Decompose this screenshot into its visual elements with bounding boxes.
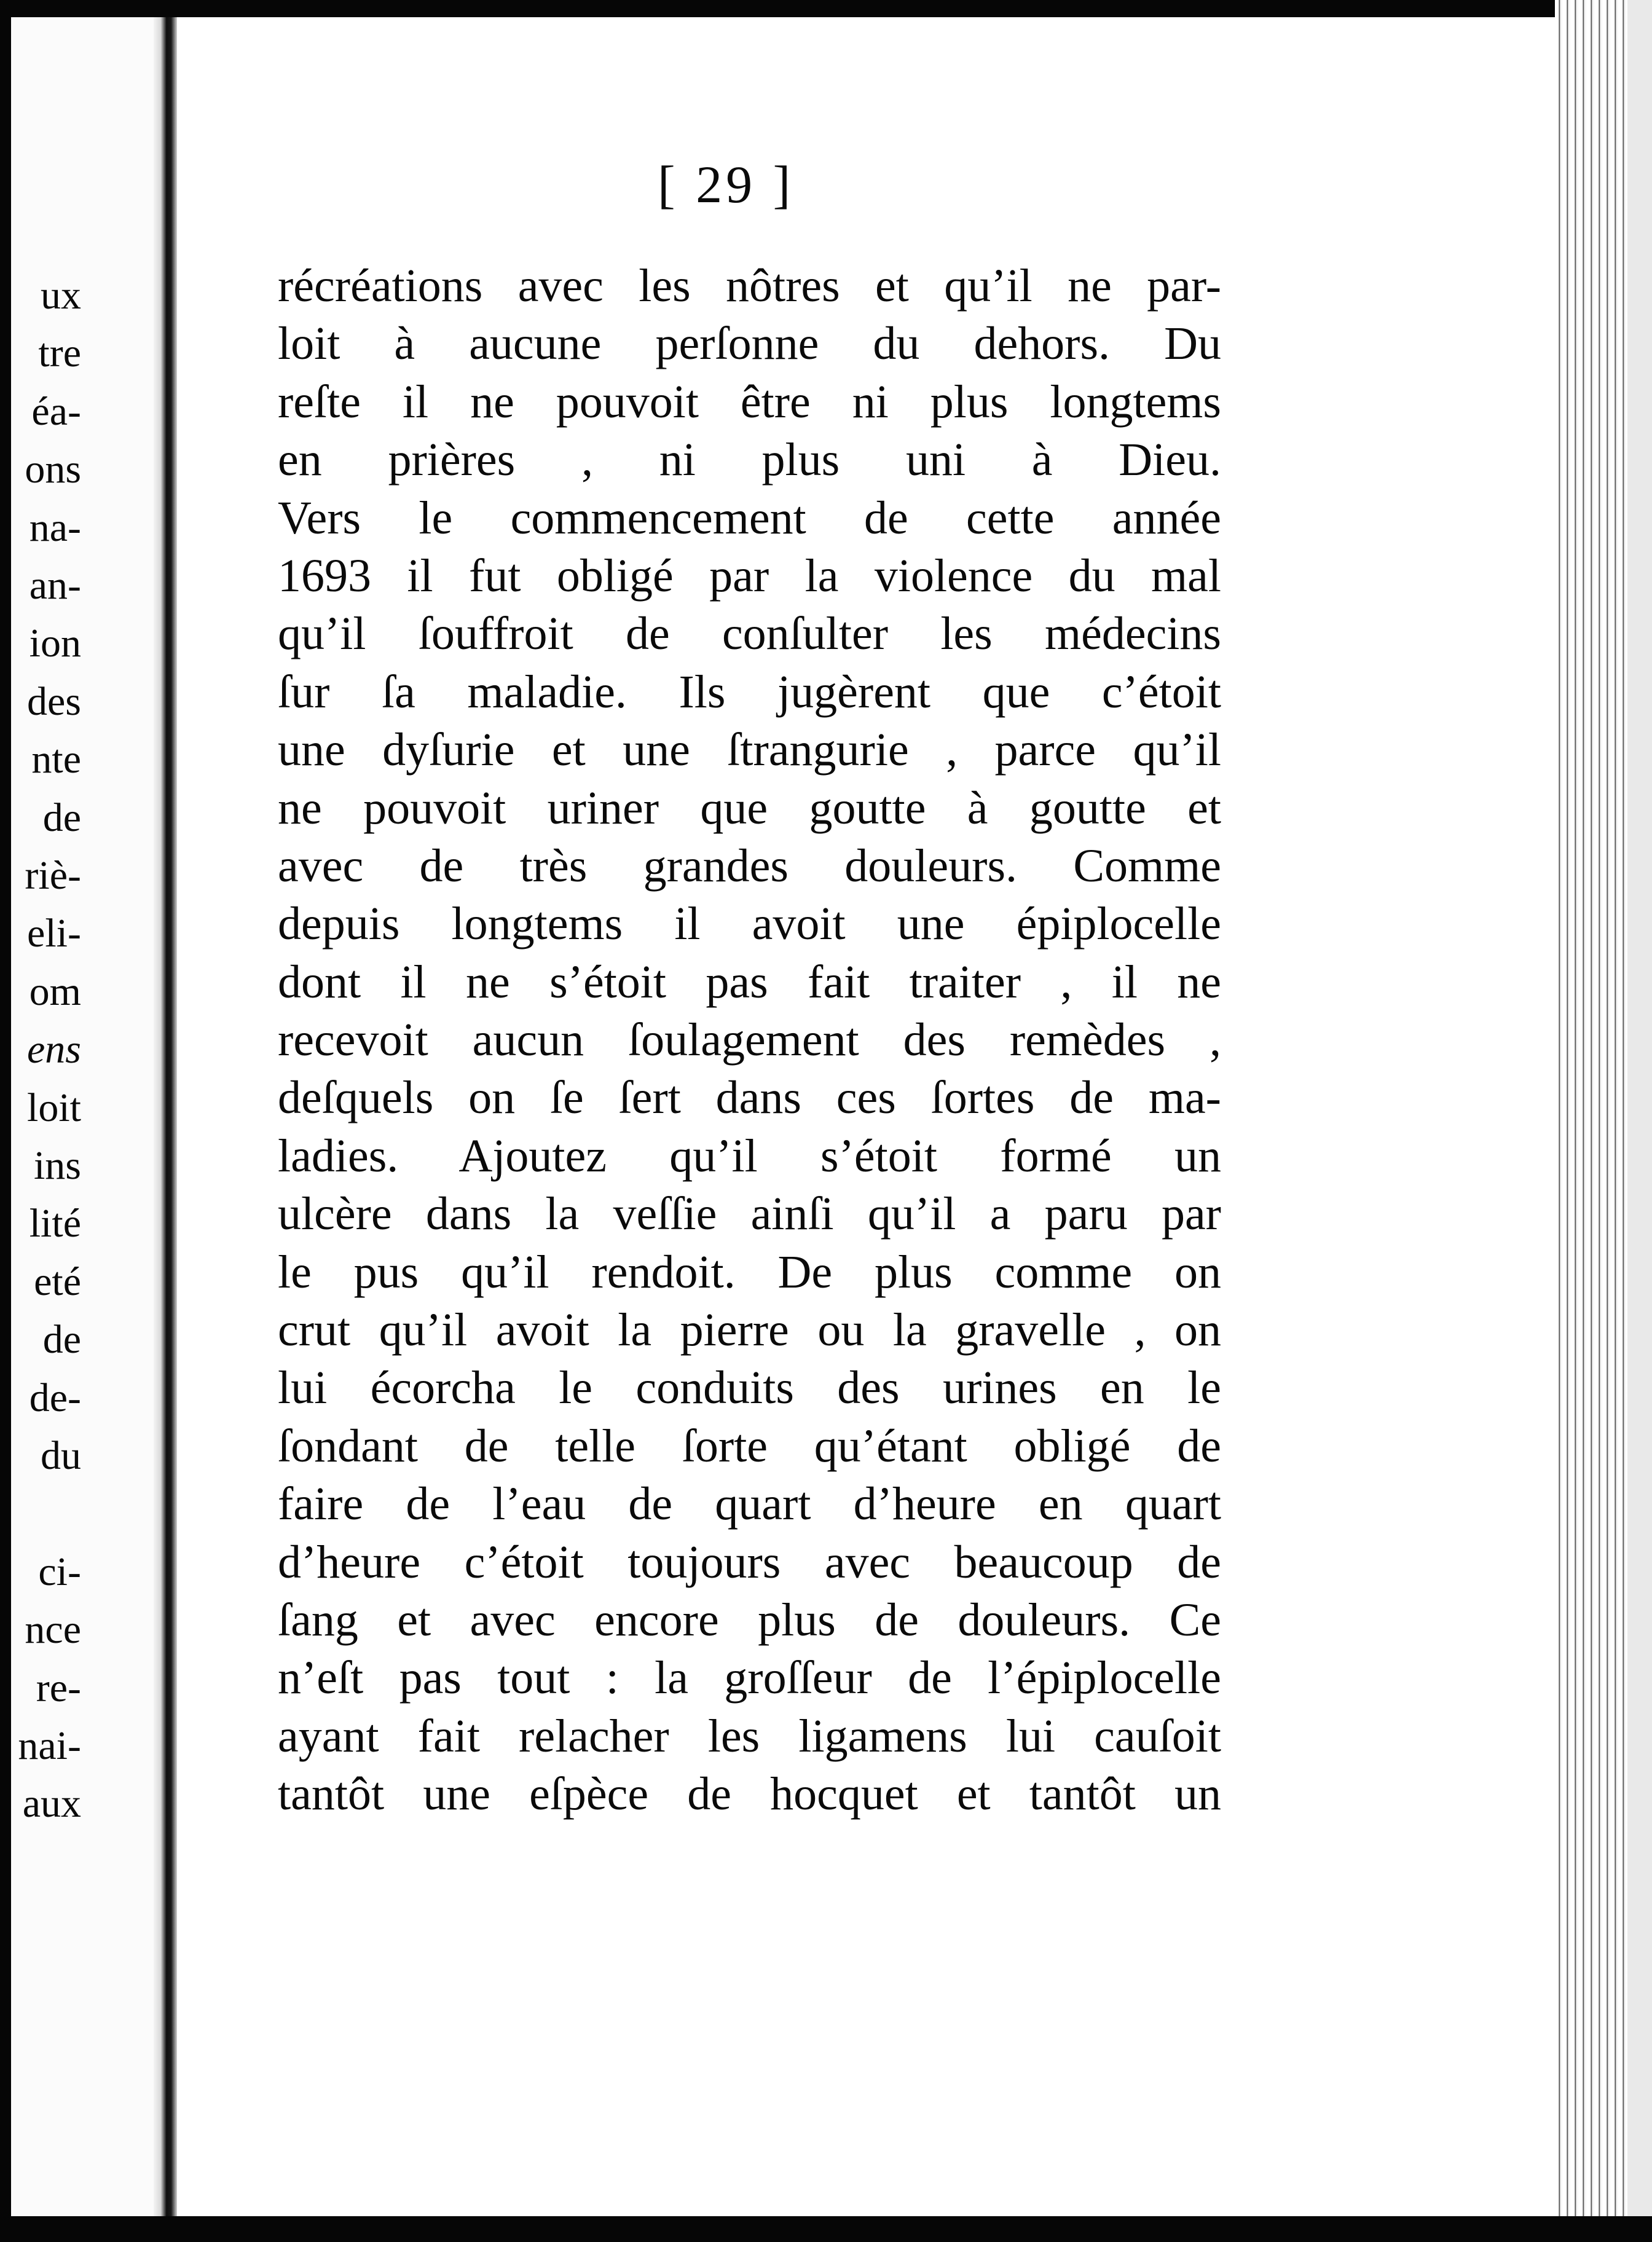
previous-page-line-fragment: des <box>27 678 81 724</box>
previous-page-line-fragment: ons <box>25 447 81 492</box>
text-line: d’heure c’étoit toujours avec beaucoup de <box>278 1536 1221 1588</box>
text-line: deſquels on ſe ſert dans ces ſortes de ma- <box>278 1072 1221 1124</box>
text-line: n’eſt pas tout : la groſſeur de l’épiplocelle <box>278 1652 1221 1704</box>
text-line: Vers le commencement de cette année <box>278 492 1221 544</box>
previous-page-line-fragment: de <box>42 1317 81 1363</box>
previous-page-line-fragment: de <box>42 795 81 840</box>
text-line: ayant fait relacher les ligamens lui cauſoit <box>278 1710 1221 1762</box>
previous-page-line-fragment: riè- <box>25 853 81 898</box>
text-line: le pus qu’il rendoit. De plus comme on <box>278 1246 1221 1298</box>
text-line: 1693 il fut obligé par la violence du mal <box>278 549 1221 602</box>
previous-page-line-fragment: lité <box>29 1201 81 1246</box>
text-line: ſur ſa maladie. Ils jugèrent que c’étoit <box>278 666 1221 718</box>
previous-page-line-fragment: eté <box>34 1259 81 1304</box>
previous-page-line-fragment: tre <box>38 331 81 376</box>
previous-page-line-fragment: om <box>29 969 81 1014</box>
previous-page-line-fragment: na- <box>29 505 81 550</box>
text-line: crut qu’il avoit la pierre ou la gravelle , on <box>278 1304 1221 1356</box>
text-line: une dyſurie et une ſtrangurie , parce qu’il <box>278 724 1221 776</box>
text-line: ne pouvoit uriner que goutte à goutte et <box>278 782 1221 834</box>
previous-page-line-fragment: ens <box>27 1027 81 1072</box>
scan-border-top <box>0 0 1652 17</box>
previous-page-line-ends <box>11 17 154 2216</box>
previous-page-line-fragment: nai- <box>18 1723 81 1768</box>
previous-page-line-fragment: éa- <box>31 388 81 434</box>
scan-border-left <box>0 0 11 2242</box>
previous-page-line-fragment: eli- <box>27 911 81 956</box>
previous-page-line-fragment: du <box>41 1433 81 1478</box>
text-line: reſte il ne pouvoit être ni plus longtems <box>278 376 1221 428</box>
text-line: recevoit aucun ſoulagement des remèdes , <box>278 1014 1221 1066</box>
previous-page-line-fragment: de- <box>29 1375 81 1420</box>
text-line: ladies. Ajoutez qu’il s’étoit formé un <box>278 1130 1221 1182</box>
text-line: récréations avec les nôtres et qu’il ne par- <box>278 260 1221 312</box>
text-line: ulcère dans la veſſie ainſi qu’il a paru par <box>278 1188 1221 1240</box>
text-line: lui écorcha le conduits des urines en le <box>278 1362 1221 1414</box>
text-line: qu’il ſouffroit de conſulter les médecins <box>278 608 1221 660</box>
scan-border-bottom <box>0 2216 1652 2242</box>
previous-page-line-fragment: ux <box>41 273 81 318</box>
previous-page-line-fragment: ci- <box>38 1549 81 1594</box>
text-line: dont il ne s’étoit pas fait traiter , il ne <box>278 956 1221 1008</box>
text-line: en prières , ni plus uni à Dieu. <box>278 434 1221 486</box>
previous-page-line-fragment: aux <box>22 1781 81 1827</box>
text-line: ſang et avec encore plus de douleurs. Ce <box>278 1594 1221 1646</box>
previous-page-line-fragment: ion <box>29 621 81 666</box>
page-number: [ 29 ] <box>658 155 795 214</box>
previous-page-line-fragment: loit <box>26 1085 81 1130</box>
text-line: ſondant de telle ſorte qu’étant obligé de <box>278 1420 1221 1472</box>
text-line: faire de l’eau de quart d’heure en quart <box>278 1478 1221 1530</box>
previous-page-line-fragment: nte <box>31 737 81 782</box>
text-line: avec de très grandes douleurs. Comme <box>278 840 1221 892</box>
page-body-text <box>278 257 1221 1823</box>
previous-page-line-fragment: ins <box>33 1143 81 1188</box>
page-fore-edges <box>1555 0 1652 2242</box>
previous-page-line-fragment: nce <box>25 1607 81 1653</box>
text-line: tantôt une eſpèce de hocquet et tantôt un <box>278 1768 1221 1820</box>
previous-page-line-fragment: an- <box>29 563 81 608</box>
previous-page-line-fragment: re- <box>36 1665 81 1710</box>
previous-page-strip <box>11 17 154 2216</box>
book-gutter <box>154 17 177 2216</box>
text-line: loit à aucune perſonne du dehors. Du <box>278 318 1221 370</box>
text-line: depuis longtems il avoit une épiplocelle <box>278 898 1221 950</box>
